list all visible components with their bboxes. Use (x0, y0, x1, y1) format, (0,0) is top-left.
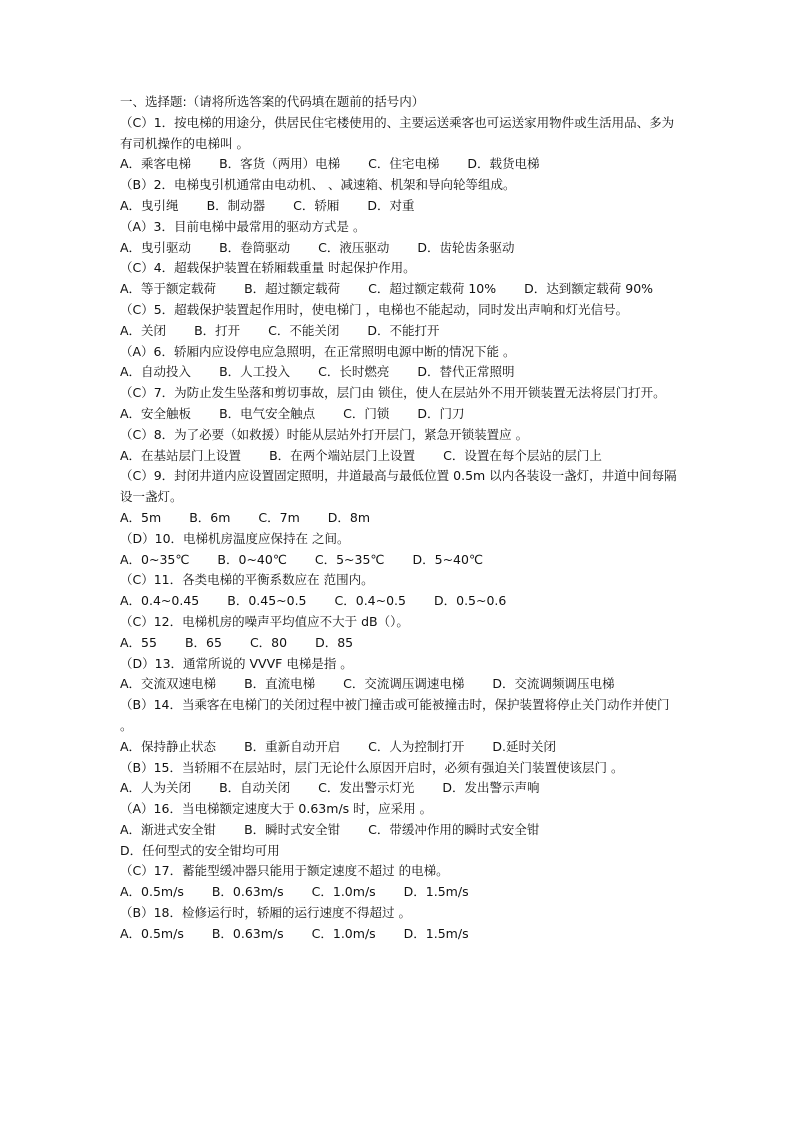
option-c: C．人为控制打开 (368, 738, 465, 754)
option-a: A．0~35℃ (120, 551, 190, 567)
option-d: D．0.5~0.6 (433, 593, 507, 609)
question-options (120, 633, 680, 654)
option-a: A．安全触板 (120, 405, 192, 421)
question-item (120, 654, 680, 696)
question-options (120, 820, 680, 862)
option-c: C．交流调压调速电梯 (343, 676, 465, 692)
option-b: B．65 (184, 634, 222, 650)
option-c: C．1.0m/s (311, 884, 376, 900)
option-a: A．自动投入 (120, 364, 192, 380)
option-c: C．门锁 (343, 405, 390, 421)
question-options (120, 404, 680, 425)
question-options (120, 674, 680, 695)
question-options (120, 321, 680, 342)
option-c: C．80 (249, 634, 288, 650)
question-stem: （C）12．电梯机房的噪声平均值应不大于 dB（）。 (120, 613, 409, 629)
option-d: D．对重 (367, 197, 415, 213)
option-b: B．0.45~0.5 (227, 593, 307, 609)
question-stem: （B）18．检修运行时，轿厢的运行速度不得超过 。 (120, 905, 411, 921)
option-b: B．打开 (194, 322, 241, 338)
option-c: C．0.4~0.5 (334, 593, 406, 609)
question-options (120, 154, 680, 175)
option-c: C．住宅电梯 (368, 156, 440, 172)
question-list (120, 92, 680, 945)
question-item (120, 612, 680, 654)
question-item (120, 903, 680, 945)
question-item (120, 799, 680, 861)
question-item (120, 113, 680, 175)
option-a: A．0.5m/s (120, 884, 184, 900)
question-stem: （C）4．超载保护装置在轿厢载重量 时起保护作用。 (120, 260, 416, 276)
question-stem: （A）16．当电梯额定速度大于 0.63m/s 时，应采用 。 (120, 801, 433, 817)
question-options (120, 279, 680, 300)
question-item (120, 570, 680, 612)
question-item (120, 217, 680, 259)
option-d: D．替代正常照明 (417, 364, 515, 380)
question-item (120, 529, 680, 571)
question-stem: （C）17．蓄能型缓冲器只能用于额定速度不超过 的电梯。 (120, 863, 449, 879)
option-a: A．曳引驱动 (120, 239, 192, 255)
option-a: A．曳引绳 (120, 197, 179, 213)
option-b: B．在两个端站层门上设置 (269, 447, 416, 463)
option-b: B．客货（两用）电梯 (219, 156, 341, 172)
option-d: D．1.5m/s (403, 925, 469, 941)
option-a: A．5m (120, 509, 162, 525)
question-options (120, 446, 680, 467)
option-b: B．0~40℃ (217, 551, 287, 567)
option-d: D．齿轮齿条驱动 (417, 239, 515, 255)
option-b: B．人工投入 (219, 364, 291, 380)
option-c: C．1.0m/s (311, 925, 376, 941)
option-a: A．关闭 (120, 322, 167, 338)
option-c: C．设置在每个层站的层门上 (443, 447, 602, 463)
option-d: D．8m (327, 509, 371, 525)
question-stem: （C）7．为防止发生坠落和剪切事故，层门由 锁住，使人在层站外不用开锁装置无法将层门打开。 (120, 385, 666, 401)
option-b: B．0.63m/s (211, 884, 284, 900)
question-options (120, 362, 680, 383)
question-stem: （C）1．按电梯的用途分，供居民住宅楼使用的、主要运送乘客也可运送家用物件或生活用品、多为有司机操作的电梯叫 。 (120, 114, 675, 151)
option-b: B．制动器 (206, 197, 266, 213)
option-c: C．发出警示灯光 (318, 780, 415, 796)
question-item (120, 695, 680, 757)
question-item (120, 300, 680, 342)
option-a: A．交流双速电梯 (120, 676, 217, 692)
option-c: C．长时燃亮 (318, 364, 390, 380)
option-a: A．55 (120, 634, 157, 650)
option-d: D.延时关闭 (492, 738, 556, 754)
question-options (120, 924, 680, 945)
option-a: A．人为关闭 (120, 780, 192, 796)
question-options (120, 882, 680, 903)
question-item (120, 342, 680, 384)
option-a: A．在基站层门上设置 (120, 447, 242, 463)
option-c: C．7m (258, 509, 300, 525)
question-stem: （C）9．封闭井道内应设置固定照明，井道最高与最低位置 0.5m 以内各装设一盏灯，井道中间每隔 设一盏灯。 (120, 468, 677, 505)
option-c: C．轿厢 (293, 197, 340, 213)
option-b: B．卷筒驱动 (219, 239, 291, 255)
option-d: D．1.5m/s (403, 884, 469, 900)
question-options (120, 238, 680, 259)
question-item (120, 466, 680, 528)
question-stem: （D）13．通常所说的 VVVF 电梯是指 。 (120, 655, 353, 671)
question-item (120, 861, 680, 903)
question-options (120, 591, 680, 612)
option-c: C．5~35℃ (314, 551, 385, 567)
option-b: B．重新自动开启 (244, 738, 341, 754)
question-stem: （C）5．超载保护装置起作用时，使电梯门 ，电梯也不能起动，同时发出声响和灯光信号。 (120, 301, 629, 317)
question-item (120, 425, 680, 467)
question-options (120, 508, 680, 529)
question-item (120, 758, 680, 800)
section-heading: 一、选择题:（请将所选答案的代码填在题前的括号内） (120, 94, 425, 109)
option-c: C．带缓冲作用的瞬时式安全钳 (368, 821, 540, 837)
option-d: D．达到额定载荷 90% (524, 281, 654, 297)
option-a: A．0.5m/s (120, 925, 184, 941)
question-stem: （C）8．为了必要（如救援）时能从层站外打开层门，紧急开锁装置应 。 (120, 426, 529, 442)
question-stem: （D）10．电梯机房温度应保持在 之间。 (120, 530, 350, 546)
option-b: B．0.63m/s (211, 925, 284, 941)
option-c: C．不能关闭 (268, 322, 340, 338)
option-d: D．任何型式的安全钳均可用 (120, 842, 280, 858)
question-item (120, 383, 680, 425)
question-stem: （C）11．各类电梯的平衡系数应在 范围内。 (120, 572, 374, 588)
option-c: C．超过额定载荷 10% (368, 281, 497, 297)
option-a: A．0.4~0.45 (120, 593, 200, 609)
option-a: A．乘客电梯 (120, 156, 192, 172)
option-d: D．载货电梯 (467, 156, 540, 172)
option-d: D．不能打开 (367, 322, 440, 338)
question-options (120, 778, 680, 799)
option-d: D．交流调频调压电梯 (492, 676, 615, 692)
question-options (120, 196, 680, 217)
option-a: A．保持静止状态 (120, 738, 217, 754)
option-b: B．电气安全触点 (219, 405, 316, 421)
option-d: D．门刀 (417, 405, 465, 421)
option-b: B．直流电梯 (244, 676, 316, 692)
option-d: D．85 (315, 634, 354, 650)
question-stem: （B）2．电梯曳引机通常由电动机、 、减速箱、机架和导向轮等组成。 (120, 177, 516, 193)
option-b: B．瞬时式安全钳 (244, 821, 341, 837)
option-b: B．自动关闭 (219, 780, 291, 796)
question-stem: （A）6．轿厢内应设停电应急照明，在正常照明电源中断的情况下能 。 (120, 343, 516, 359)
question-stem: （B）14．当乘客在电梯门的关闭过程中被门撞击或可能被撞击时，保护装置将停止关门动作并使门 。 (120, 697, 670, 733)
option-b: B．6m (189, 509, 231, 525)
question-item (120, 175, 680, 217)
option-b: B．超过额定载荷 (244, 281, 341, 297)
option-c: C．液压驱动 (318, 239, 390, 255)
question-stem: （B）15．当轿厢不在层站时，层门无论什么原因开启时，必须有强迫关门装置使该层门 。 (120, 759, 624, 775)
option-d: D．发出警示声响 (442, 780, 540, 796)
question-stem: （A）3．目前电梯中最常用的驱动方式是 。 (120, 218, 366, 234)
option-d: D．5~40℃ (412, 551, 483, 567)
question-item (120, 258, 680, 300)
option-a: A．渐进式安全钳 (120, 821, 217, 837)
option-a: A．等于额定载荷 (120, 281, 217, 297)
question-options (120, 550, 680, 571)
question-options (120, 737, 680, 758)
